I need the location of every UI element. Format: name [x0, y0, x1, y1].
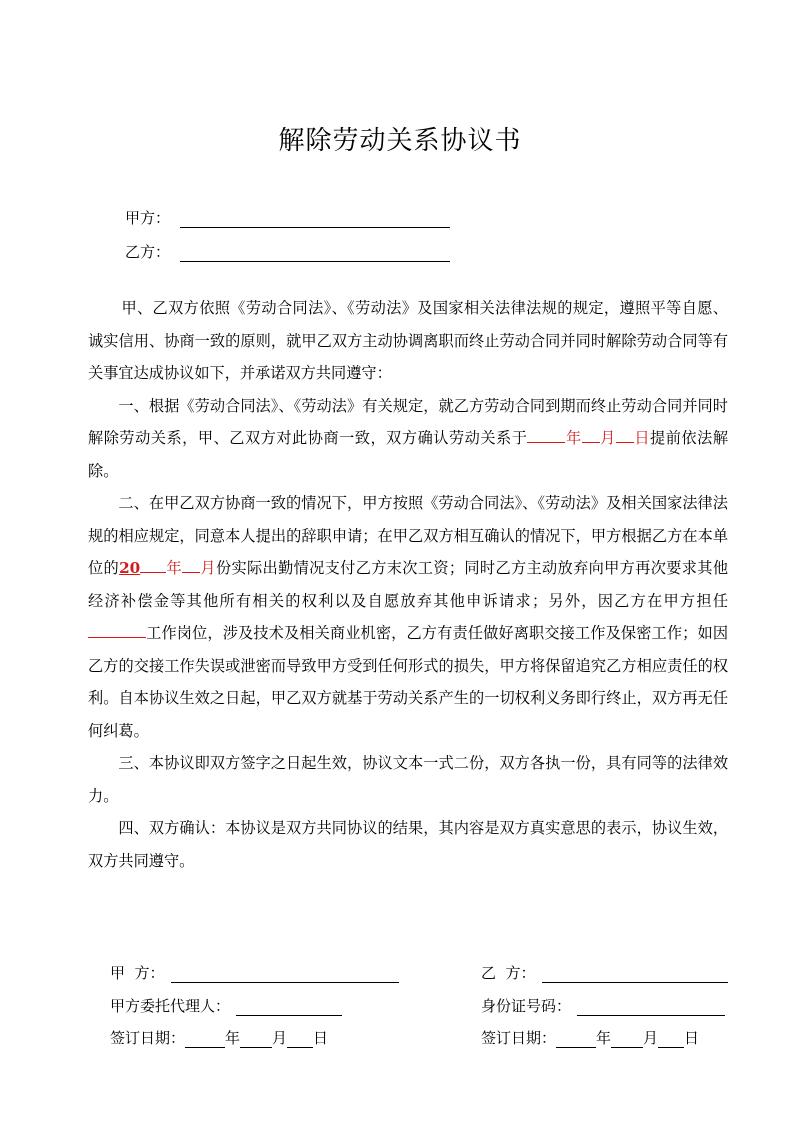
party-b-line	[125, 241, 450, 262]
party-a-date-day[interactable]	[287, 1031, 313, 1048]
party-a-field[interactable]	[180, 211, 450, 228]
party-a-date-year[interactable]	[185, 1031, 225, 1048]
clause-1: 一、根据《劳动合同法》、《劳动法》有关规定，就乙方劳动合同到期而终止劳动合同并同时解除劳动关系，甲、乙双方对此协商一致，双方确认劳动关系于 年 月 日提前依法解除。	[88, 396, 729, 480]
clause1-day-blank[interactable]	[616, 428, 634, 443]
party-a-date-month[interactable]	[240, 1031, 272, 1048]
id-number-field[interactable]	[577, 999, 725, 1016]
id-number-line: 身份证号码：	[481, 995, 725, 1016]
party-b-signature: 乙 方：	[481, 962, 728, 983]
party-b-date-year[interactable]	[556, 1031, 596, 1048]
party-b-date: 签订日期： 年 月 日	[481, 1029, 700, 1047]
party-b-date-month[interactable]	[611, 1031, 643, 1048]
clause-2: 二、在甲乙双方协商一致的情况下，甲方按照《劳动合同法》、《劳动法》及相关国家法律法规的相应规定，同意本人提出的辞职申请；在甲乙双方相互确认的情况下，甲方根据乙方在本单位的20 年 月份实际出勤情况支付乙方末次工资；同时乙方主动放弃向甲方再次要求其他经济补偿金等其他所有相关的权利以及自愿放弃其他申诉请求；另外，因乙方在甲方担任工作岗位，涉及技术及相关商业机密，乙方有责任做好离职交接工作及保密工作；如因乙方的交接工作失误或泄密而导致甲方受到任何形式的损失，甲方将保留追究乙方相应责任的权利。自本协议生效之日起，甲乙双方就基于劳动关系产生的一切权利义务即行终止，双方再无任何纠葛。	[88, 494, 729, 740]
party-a-line	[125, 207, 450, 228]
clause2-year-blank[interactable]	[140, 558, 166, 573]
document-title: 解除劳动关系协议书	[278, 126, 522, 156]
party-b-label: 乙方：	[125, 243, 171, 261]
agent-signature: 甲方委托代理人：	[110, 995, 342, 1016]
party-a-label: 甲方：	[125, 209, 171, 227]
clause1-month-blank[interactable]	[582, 428, 600, 443]
agent-signature-field[interactable]	[236, 999, 342, 1016]
clause2-month-blank[interactable]	[182, 558, 200, 573]
position-blank[interactable]	[88, 623, 146, 638]
party-b-field[interactable]	[180, 245, 450, 262]
clause1-year-blank[interactable]	[527, 428, 565, 443]
party-b-signature-field[interactable]	[542, 966, 728, 983]
party-a-signature: 甲 方：	[110, 962, 399, 983]
party-a-signature-field[interactable]	[171, 966, 399, 983]
intro-paragraph: 甲、乙双方依照《劳动合同法》、《劳动法》及国家相关法律法规的规定，遵照平等自愿、诚实信用、协商一致的原则，就甲乙双方主动协调离职而终止劳动合同并同时解除劳动合同等有关事宜达成协议如下，并承诺双方共同遵守：	[88, 299, 728, 382]
party-a-date: 签订日期： 年 月 日	[110, 1029, 329, 1047]
clause-4: 四、双方确认：本协议是双方共同协议的结果，其内容是双方真实意思的表示，协议生效，双方共同遵守。	[88, 819, 728, 870]
clause-3: 三、本协议即双方签字之日起生效，协议文本一式二份，双方各执一份，具有同等的法律效力。	[88, 754, 728, 805]
agreement-body	[88, 292, 728, 877]
party-b-date-day[interactable]	[658, 1031, 684, 1048]
